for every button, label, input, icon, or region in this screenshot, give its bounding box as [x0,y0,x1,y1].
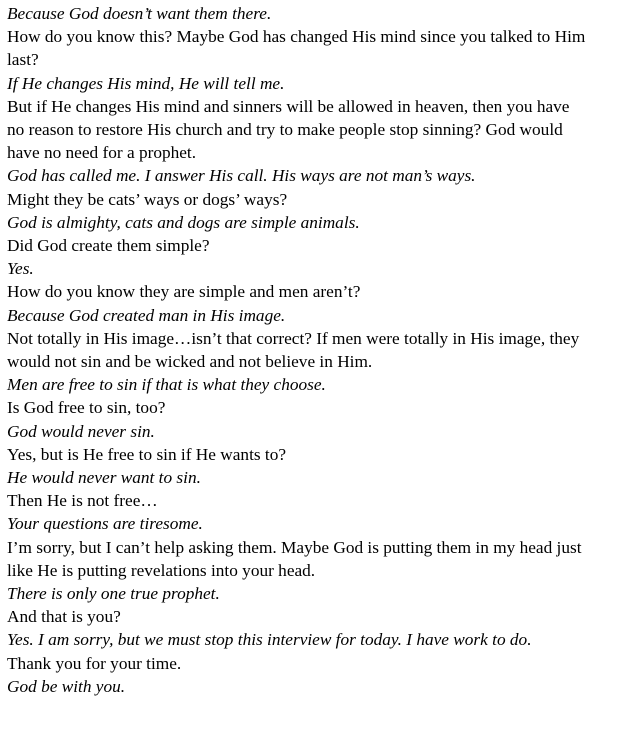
answer-line: God would never sin. [7,421,155,441]
answer-line: God has called me. I answer His call. His ways are not man’s ways. [7,166,476,186]
answer-line: Because God doesn’t want them there. [7,4,272,23]
question-line: And that is you? [7,607,121,627]
question-line: Is God free to sin, too? [7,398,166,418]
question-line: Yes, but is He free to sin if He wants to? [7,444,287,464]
question-line: How do you know this? Maybe God has changed His mind since you talked to Him last? [7,27,586,70]
question-line: How do you know they are simple and men aren’t? [7,282,361,302]
answer-line: Yes. I am sorry, but we must stop this interview for today. I have work to do. [7,630,532,650]
answer-line: If He changes His mind, He will tell me. [7,73,285,93]
answer-line: He would never want to sin. [7,468,201,488]
answer-line: Because God created man in His image. [7,305,286,325]
answer-line: God be with you. [7,676,126,696]
question-line: But if He changes His mind and sinners will be allowed in heaven, then you have no reason to restore His church and try to make people stop sinning? God would have no need for a prophet. [7,96,570,163]
question-line: Then He is not free… [7,491,158,511]
question-line: I’m sorry, but I can’t help asking them. Maybe God is putting them in my head just like He is putting revelations into your head. [7,537,582,580]
answer-line: Men are free to sin if that is what they choose. [7,375,326,395]
question-line: Did God create them simple? [7,236,210,256]
question-line: Not totally in His image…isn’t that correct? If men were totally in His image, they would not sin and be wicked and not believe in Him. [7,328,580,372]
answer-line: God is almighty, cats and dogs are simple animals. [7,212,360,232]
answer-line: There is only one true prophet. [7,584,220,604]
interview-transcript [7,2,587,698]
question-line: Might they be cats’ ways or dogs’ ways? [7,189,288,209]
answer-line: Your questions are tiresome. [7,514,203,534]
question-line: Thank you for your time. [7,653,182,673]
answer-line: Yes. [7,259,34,279]
